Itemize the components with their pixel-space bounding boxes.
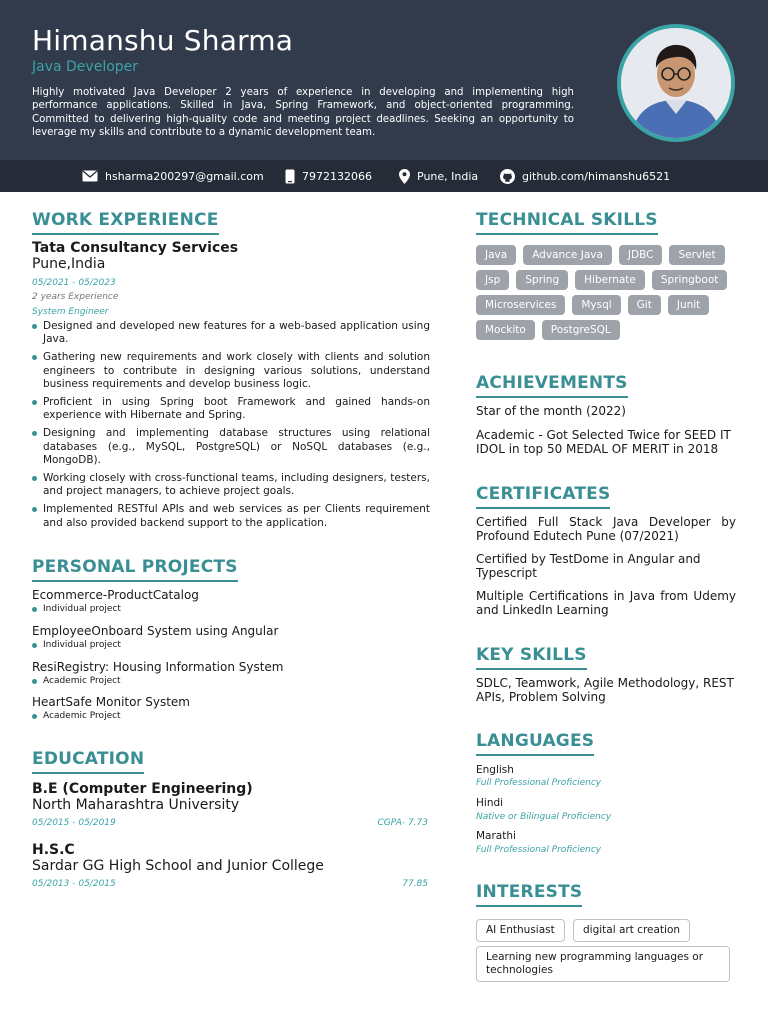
education-heading: EDUCATION: [32, 749, 144, 774]
skill-chip: PostgreSQL: [542, 320, 620, 340]
email-text: hsharma200297@gmail.com: [105, 169, 264, 183]
education-score: 77.85: [402, 879, 428, 889]
project-type: Academic Project: [32, 676, 121, 686]
certificates-heading: CERTIFICATES: [476, 484, 610, 509]
work-duration: 2 years Experience: [32, 292, 119, 302]
company-name: Tata Consultancy Services: [32, 240, 239, 256]
achievement-item: Academic - Got Selected Twice for SEED IT IDOL in top 50 MEDAL OF MERIT in 2018: [476, 428, 731, 456]
skill-chip: Hibernate: [575, 270, 645, 290]
phone-icon: [285, 169, 295, 184]
contact-phone[interactable]: [285, 160, 372, 192]
key-skills-text: SDLC, Teamwork, Agile Methodology, REST APIs, Problem Solving: [476, 676, 734, 704]
github-text: github.com/himanshu6521: [522, 169, 671, 183]
technical-skills-heading: TECHNICAL SKILLS: [476, 210, 658, 235]
work-position: System Engineer: [32, 307, 109, 317]
person-avatar-icon: [621, 28, 731, 138]
school-name: Sardar GG High School and Junior College: [32, 858, 324, 874]
project-name: HeartSafe Monitor System: [32, 695, 190, 709]
skill-chip: Jsp: [476, 270, 509, 290]
skill-chip: JDBC: [619, 245, 663, 265]
skill-chips: [476, 245, 746, 345]
candidate-name: Himanshu Sharma: [32, 24, 294, 57]
achievements-heading: ACHIEVEMENTS: [476, 373, 628, 398]
work-dates: 05/2021 - 05/2023: [32, 278, 116, 288]
contact-email[interactable]: [82, 160, 264, 192]
skill-chip: Mockito: [476, 320, 535, 340]
education-dates: 05/2015 - 05/2019: [32, 818, 116, 828]
project-name: EmployeeOnboard System using Angular: [32, 624, 279, 638]
envelope-icon: [82, 170, 98, 182]
language-level: Full Professional Proficiency: [476, 845, 602, 855]
profile-photo: [617, 24, 735, 142]
skill-chip: Mysql: [572, 295, 620, 315]
contact-location: [399, 160, 478, 192]
company-location: Pune,India: [32, 256, 106, 272]
skill-chip: Servlet: [669, 245, 724, 265]
skill-chip: Springboot: [652, 270, 728, 290]
header: [0, 0, 768, 160]
language-level: Full Professional Proficiency: [476, 778, 602, 788]
skill-chip: Git: [628, 295, 661, 315]
list-item: Designed and developed new features for a web-based application using Java.: [32, 320, 430, 346]
list-item: Gathering new requirements and work closely with clients and solution engineers to contribute in designing various solutions, understand business requirements and develop business logic.: [32, 351, 430, 391]
language-level: Native or Bilingual Proficiency: [476, 812, 612, 822]
skill-chip: Microservices: [476, 295, 565, 315]
candidate-role: Java Developer: [32, 59, 139, 75]
language-name: Marathi: [476, 830, 516, 842]
certificate-item: Multiple Certifications in Java from Udemy and LinkedIn Learning: [476, 589, 736, 617]
skill-chip: Spring: [516, 270, 568, 290]
project-type: Academic Project: [32, 711, 121, 721]
contact-bar: [0, 160, 768, 192]
list-item: Working closely with cross-functional teams, including designers, testers, and project managers, to achieve project goals.: [32, 472, 430, 498]
projects-heading: PERSONAL PROJECTS: [32, 557, 238, 582]
school-name: North Maharashtra University: [32, 797, 240, 813]
interests-heading: INTERESTS: [476, 882, 582, 907]
skill-chip: Advance Java: [523, 245, 612, 265]
education-dates: 05/2013 - 05/2015: [32, 879, 116, 889]
contact-github[interactable]: [500, 160, 670, 192]
work-experience-heading: WORK EXPERIENCE: [32, 210, 219, 235]
achievement-item: Star of the month (2022): [476, 404, 626, 418]
interest-chip: Learning new programming languages or technologies: [476, 946, 730, 982]
interest-chip: digital art creation: [573, 919, 690, 942]
list-item: Proficient in using Spring boot Framework and gained hands-on experience with Hibernate and Spring.: [32, 396, 430, 422]
phone-text: 7972132066: [302, 169, 372, 183]
project-name: Ecommerce-ProductCatalog: [32, 588, 199, 602]
summary-text: Highly motivated Java Developer 2 years of experience in developing and implementing high performance applications. Skilled in Java, Spring Framework, and object-oriented programming. Committed to delivering high-quality code and meeting project deadlines. Seeking an opportunity to leverage my skills and contribute to a dynamic development team.: [32, 87, 574, 139]
skill-chip: Junit: [668, 295, 709, 315]
project-name: ResiRegistry: Housing Information System: [32, 660, 284, 674]
list-item: Implemented RESTful APIs and web services as per Clients requirement and also provided backend support to the application.: [32, 503, 430, 529]
github-icon: [500, 169, 515, 184]
degree-name: H.S.C: [32, 842, 75, 858]
skill-chip: Java: [476, 245, 516, 265]
key-skills-heading: KEY SKILLS: [476, 645, 587, 670]
list-item: Designing and implementing database structures using relational databases (e.g., MySQL, PostgreSQL) or NoSQL databases (e.g., MongoDB).: [32, 427, 430, 467]
degree-name: B.E (Computer Engineering): [32, 781, 253, 797]
location-pin-icon: [399, 169, 410, 184]
language-name: Hindi: [476, 797, 504, 809]
work-bullets: [32, 320, 430, 535]
location-text: Pune, India: [417, 169, 479, 183]
interest-chip: AI Enthusiast: [476, 919, 565, 942]
certificate-item: Certified by TestDome in Angular and Typescript: [476, 552, 701, 580]
languages-heading: LANGUAGES: [476, 731, 594, 756]
project-type: Individual project: [32, 640, 121, 650]
education-score: CGPA- 7.73: [377, 818, 428, 828]
certificate-item: Certified Full Stack Java Developer by Profound Edutech Pune (07/2021): [476, 515, 736, 543]
language-name: English: [476, 764, 514, 776]
project-type: Individual project: [32, 604, 121, 614]
